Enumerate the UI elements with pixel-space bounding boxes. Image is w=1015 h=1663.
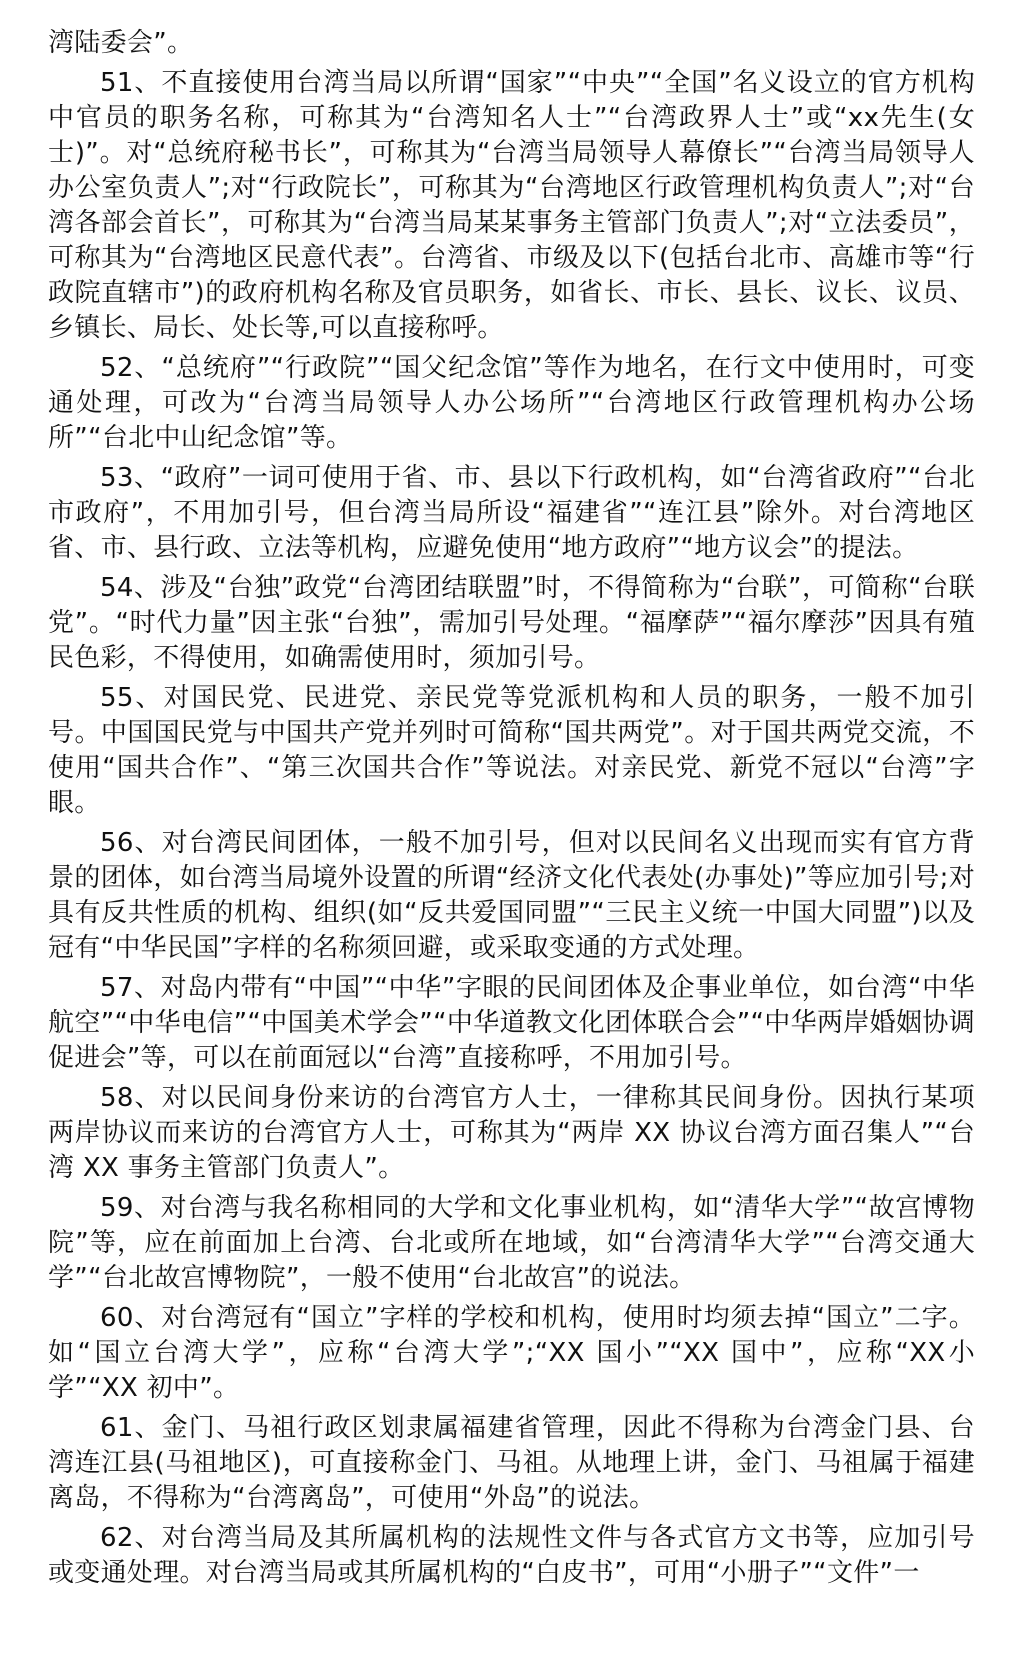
paragraph-51: 51、不直接使用台湾当局以所谓“国家”“中央”“全国”名义设立的官方机构中官员的职务名称，可称其为“台湾知名人士”“台湾政界人士”或“xx先生(女士)”。对“总统府秘书长”，可称其为“台湾当局领导人幕僚长”“台湾当局领导人办公室负责人”;对“行政院长”，可称其为“台湾地区行政管理机构负责人”;对“台湾各部会首长”，可称其为“台湾当局某某事务主管部门负责人”;对“立法委员”，可称其为“台湾地区民意代表”。台湾省、市级及以下(包括台北市、高雄市等“行政院直辖市”)的政府机构名称及官员职务，如省长、市长、县长、议长、议员、乡镇长、局长、处长等,可以直接称呼。 — [48, 68, 975, 343]
paragraph-53: 53、“政府”一词可使用于省、市、县以下行政机构，如“台湾省政府”“台北市政府”，不用加引号，但台湾当局所设“福建省”“连江县”除外。对台湾地区省、市、县行政、立法等机构，应避免使用“地方政府”“地方议会”的提法。 — [48, 463, 975, 563]
paragraph-59: 59、对台湾与我名称相同的大学和文化事业机构，如“清华大学”“故宫博物院”等，应在前面加上台湾、台北或所在地域，如“台湾清华大学”“台湾交通大学”“台北故宫博物院”，一般不使用“台北故宫”的说法。 — [48, 1193, 975, 1293]
paragraph-61: 61、金门、马祖行政区划隶属福建省管理，因此不得称为台湾金门县、台湾连江县(马祖地区)，可直接称金门、马祖。从地理上讲，金门、马祖属于福建离岛，不得称为“台湾离岛”，可使用“外岛”的说法。 — [48, 1413, 975, 1513]
paragraph-58: 58、对以民间身份来访的台湾官方人士，一律称其民间身份。因执行某项两岸协议而来访的台湾官方人士，可称其为“两岸 XX 协议台湾方面召集人”“台湾 XX 事务主管部门负责人”。 — [48, 1083, 975, 1183]
paragraph-52: 52、“总统府”“行政院”“国父纪念馆”等作为地名，在行文中使用时，可变通处理，可改为“台湾当局领导人办公场所”“台湾地区行政管理机构办公场所”“台北中山纪念馆”等。 — [48, 353, 975, 453]
paragraph-55: 55、对国民党、民进党、亲民党等党派机构和人员的职务，一般不加引号。中国国民党与中国共产党并列时可简称“国共两党”。对于国共两党交流，不使用“国共合作”、“第三次国共合作”等说法。对亲民党、新党不冠以“台湾”字眼。 — [48, 683, 975, 818]
paragraph-62: 62、对台湾当局及其所属机构的法规性文件与各式官方文书等，应加引号或变通处理。对台湾当局或其所属机构的“白皮书”，可用“小册子”“文件”一 — [48, 1523, 975, 1588]
paragraph-54: 54、涉及“台独”政党“台湾团结联盟”时，不得简称为“台联”，可简称“台联党”。“时代力量”因主张“台独”，需加引号处理。“福摩萨”“福尔摩莎”因具有殖民色彩，不得使用，如确需使用时，须加引号。 — [48, 573, 975, 673]
paragraph-50-continuation: 湾陆委会”。 — [48, 28, 194, 58]
paragraph-56: 56、对台湾民间团体，一般不加引号，但对以民间名义出现而实有官方背景的团体，如台湾当局境外设置的所谓“经济文化代表处(办事处)”等应加引号;对具有反共性质的机构、组织(如“反共爱国同盟”“三民主义统一中国大同盟”)以及冠有“中华民国”字样的名称须回避，或采取变通的方式处理。 — [48, 828, 975, 963]
paragraph-57: 57、对岛内带有“中国”“中华”字眼的民间团体及企事业单位，如台湾“中华航空”“中华电信”“中国美术学会”“中华道教文化团体联合会”“中华两岸婚姻协调促进会”等，可以在前面冠以“台湾”直接称呼，不用加引号。 — [48, 973, 975, 1073]
paragraph-60: 60、对台湾冠有“国立”字样的学校和机构，使用时均须去掉“国立”二字。如“国立台湾大学”，应称“台湾大学”;“XX 国小”“XX 国中”，应称“XX小学”“XX 初中”。 — [48, 1303, 975, 1403]
